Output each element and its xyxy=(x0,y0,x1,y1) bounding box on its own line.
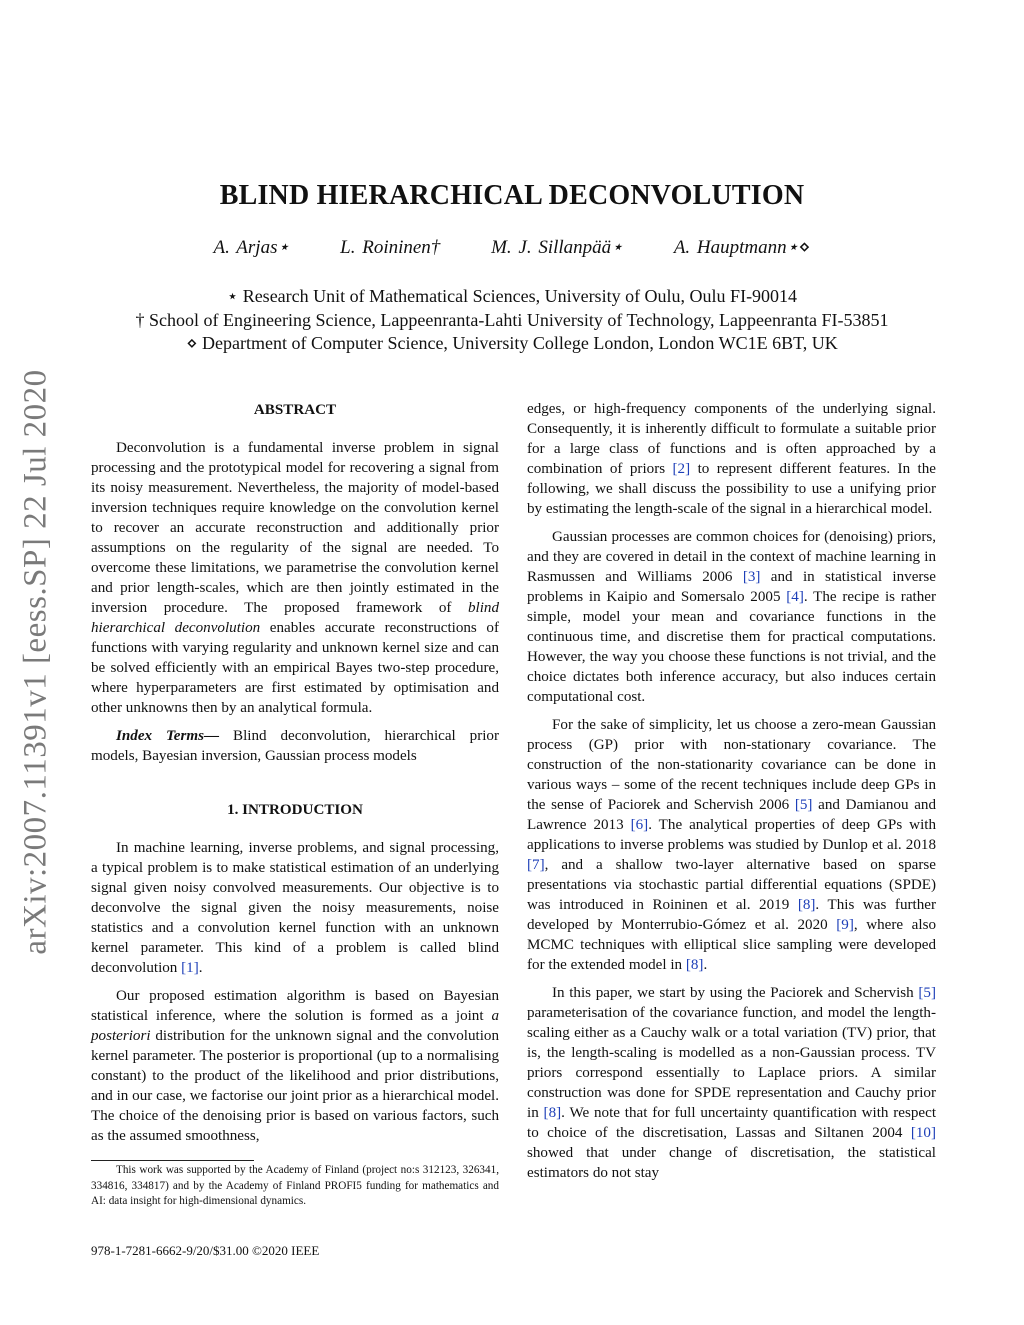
abstract-heading: ABSTRACT xyxy=(253,402,337,418)
citation-link[interactable]: [6] xyxy=(630,817,649,833)
author-1: A. Arjas⋆ xyxy=(213,237,290,258)
right-paragraph-3: For the sake of simplicity, let us choose a zero-mean Gaussian process (GP) prior with non-stationary covariance. The construction of the non-stationarity covariance can be done in various ways – some of the recent techniques include deep GPs in the sense of Paciorek and Schervish 2006 [5] and Damianou and Lawrence 2013 [6]. The analytical properties of deep GPs with applications to inverse problems was studied by Dunlop et al. 2018 [7], and a shallow two-layer alternative based on sparse presentations via stochastic partial differential equations (SPDE) was introduced in Roininen et al. 2019 [8]. This was further developed by Monterrubio-Gómez et al. 2020 [9], where also MCMC techniques with elliptical slice sampling were developed for the extended model in [8]. xyxy=(527,717,937,973)
citation-link[interactable]: [3] xyxy=(742,569,761,585)
affiliation-1: ⋆ Research Unit of Mathematical Sciences, University of Oulu, Oulu FI-90014 xyxy=(226,286,798,306)
right-paragraph-2: Gaussian processes are common choices for (denoising) priors, and they are covered in detail in the context of machine learning in Rasmussen and Williams 2006 [3] and in statistical inverse problems in Kaipio and Somersalo 2005 [4]. The recipe is rather simple, model your mean and covariance functions in the continuous time, and discretise them for practical computations. However, the way you choose these functions is not trivial, and the choice dictates both inference accuracy, but also induces certain computational cost. xyxy=(527,529,937,705)
citation-link[interactable]: [9] xyxy=(836,917,854,933)
arxiv-identifier: arXiv:2007.11391v1 [eess.SP] 22 Jul 2020 xyxy=(17,369,54,955)
abstract-paragraph: Deconvolution is a fundamental inverse problem in signal processing and the prototypical model for recovering a signal from its noisy measurement. Nevertheless, the majority of model-based inversion techniques require knowledge on the convolution kernel to recover an accurate reconstruction and additionally prior assumptions on the regularity of the signal are needed. To overcome these limitations, we parametrise the convolution kernel and prior length-scales, which are then jointly estimated in the inversion procedure. The proposed framework of blind hierarchical deconvolution enables accurate reconstructions of functions with varying regularity and unknown kernel size and can be solved efficiently with an empirical Bayes two-step procedure, where hyperparameters are first estimated by optimisation and other unknowns then by an analytical formula. xyxy=(91,440,499,716)
citation-link[interactable]: [8] xyxy=(543,1105,562,1121)
citation-link[interactable]: [5] xyxy=(794,797,813,813)
right-paragraph-4: In this paper, we start by using the Paciorek and Schervish [5] parameterisation of the covariance function, and model the length-scaling either as a Cauchy walk or a total variation (TV) prior, that is, the length-scaling is modelled as a non-Gaussian process. TV priors correspond essentially to Laplace priors. A similar construction was done for SPDE representation and Cauchy prior in [8]. We note that for full uncertainty quantification with respect to choice of the discretisation, Lassas and Siltanen 2004 [10] showed that under change of discretisation, the statistical estimators do not stay xyxy=(527,985,937,1181)
affiliation-2: † School of Engineering Science, Lappeenranta-Lahti University of Technology, Lappeenranta FI-53851 xyxy=(135,309,889,330)
introduction-heading: 1. INTRODUCTION xyxy=(227,802,363,818)
citation-link[interactable]: [5] xyxy=(918,985,936,1001)
citation-link[interactable]: [8] xyxy=(797,897,816,913)
copyright-notice: 978-1-7281-6662-9/20/$31.00 ©2020 IEEE xyxy=(91,1243,320,1258)
right-paragraph-1: edges, or high-frequency components of the underlying signal. Consequently, it is inherently difficult to formulate a suitable prior for a large class of functions and is often approached by a combination of priors [2] to represent different features. In the following, we shall discuss the possibility to use a unifying prior by estimating the length-scale of the signal in a hierarchical model. xyxy=(527,401,936,517)
funding-footnote: This work was supported by the Academy of Finland (project no:s 312123, 326341, 334816, 334817) and by the Academy of Finland PROFI5 funding for mathematics and AI: data insight for high-dimensional dynamics. xyxy=(91,1164,499,1207)
citation-link[interactable]: [10] xyxy=(910,1125,936,1141)
paper-title: BLIND HIERARCHICAL DECONVOLUTION xyxy=(219,180,805,211)
footnote-divider xyxy=(91,1160,254,1161)
citation-link[interactable]: [2] xyxy=(672,461,691,477)
citation-link[interactable]: [1] xyxy=(181,960,199,976)
author-4: A. Hauptmann⋆⋄ xyxy=(673,237,811,258)
arxiv-sidebar xyxy=(4,362,68,962)
author-2: L. Roininen† xyxy=(340,237,441,258)
citation-link[interactable]: [7] xyxy=(527,857,545,873)
right-column xyxy=(527,399,936,1191)
left-column xyxy=(91,400,499,1154)
affiliation-3: ⋄ Department of Computer Science, University College London, London WC1E 6BT, UK xyxy=(186,333,838,353)
author-3: M. J. Sillanpää⋆ xyxy=(491,237,624,258)
intro-paragraph-2: Our proposed estimation algorithm is based on Bayesian statistical inference, where the solution is formed as a joint a posteriori distribution for the unknown signal and the convolution kernel parameter. The posterior is proportional (up to a normalising constant) to the product of the likelihood and prior distributions, and in our case, we factorise our joint prior as a hierarchical model. The choice of the denoising prior is based on various factors, such as the assumed smoothness, xyxy=(91,988,499,1144)
index-terms: Index Terms— Blind deconvolution, hierarchical prior models, Bayesian inversion, Gaussian process models xyxy=(91,728,499,764)
author-list xyxy=(0,236,1024,259)
intro-paragraph-1: In machine learning, inverse problems, and signal processing, a typical problem is to make statistical estimation of an underlying signal given noisy convolved measurements. Our objective is to deconvolve the signal given the noisy measurements, noise statistics and a convolution kernel function with an unknown kernel parameter. This kind of a problem is called blind deconvolution [1]. xyxy=(91,840,499,976)
citation-link[interactable]: [8] xyxy=(685,957,704,973)
citation-link[interactable]: [4] xyxy=(786,589,804,605)
affiliations xyxy=(0,285,1024,356)
